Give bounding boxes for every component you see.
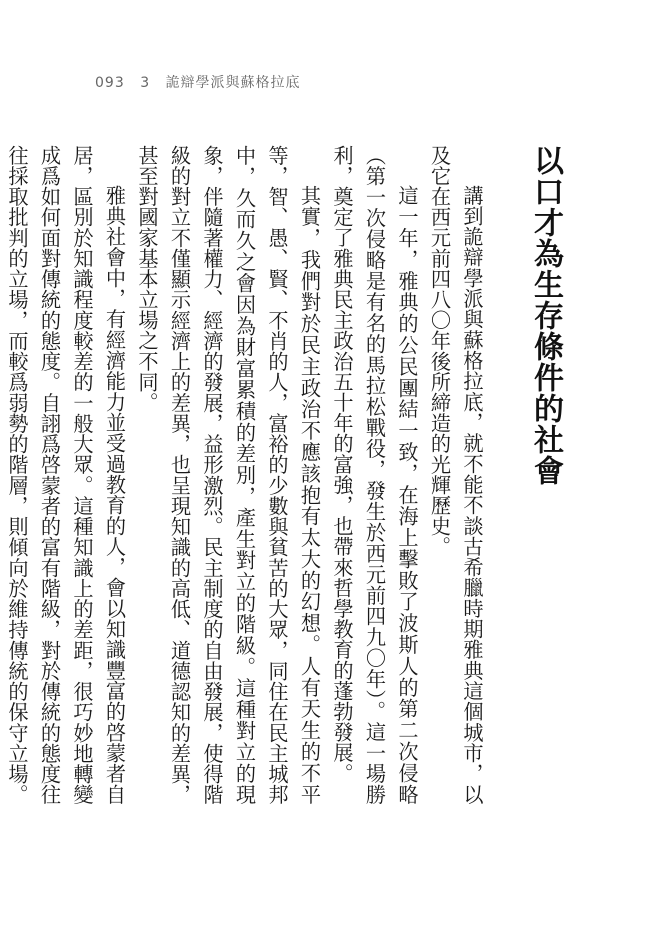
paragraph: 雅典社會中，有經濟能力並受過教育的人，會以知識豐富的啓蒙者自居，區別於知識程度較差的一般大眾。這種知識上的差距，很巧妙地轉變成爲如何面對傳統的態度。自詡爲啓蒙者的富有階級，對於傳統的態度往往採取批判的立場，而較爲弱勢的階層，則傾向於維持傳統的保守立場。 [5,145,127,805]
running-header [95,72,311,92]
page-number: 093 [95,75,125,91]
paragraph: 講到詭辯學派與蘇格拉底，就不能不談古希臘時期雅典這個城市，以及它在西元前四八〇年後所締造的光輝歷史。 [427,145,484,805]
paragraph: 其實，我們對於民主政治不應該抱有太大的幻想。人有天生的不平等，智、愚、賢、不肖的人，富裕的少數與貧苦的大眾，同住在民主城邦中，久而久之會因為財富累積的差別，產生對立的階級。這種對立的現象，伴隨著權力、經濟的發展，益形激烈。民主制度的自由發展，使得階級的對立不僅顯示經濟上的差異，也呈現知識的高低、道德認知的差異，甚至對國家基本立場之不同。 [135,145,322,805]
chapter-title: 詭辯學派與蘇格拉底 [165,75,301,91]
body-text [0,145,488,805]
chapter-number: 3 [140,75,151,91]
vertical-text-page [5,145,610,805]
section-title: 以口才為生存條件的社會 [528,145,563,486]
paragraph: 這一年，雅典的公民團結一致，在海上擊敗了波斯人的第二次侵略（第一次侵略是有名的馬拉松戰役，發生於西元前四九〇年）。這一場勝利，奠定了雅典民主政治五十年的富強，也帶來哲學教育的蓬勃發展。 [330,145,419,805]
